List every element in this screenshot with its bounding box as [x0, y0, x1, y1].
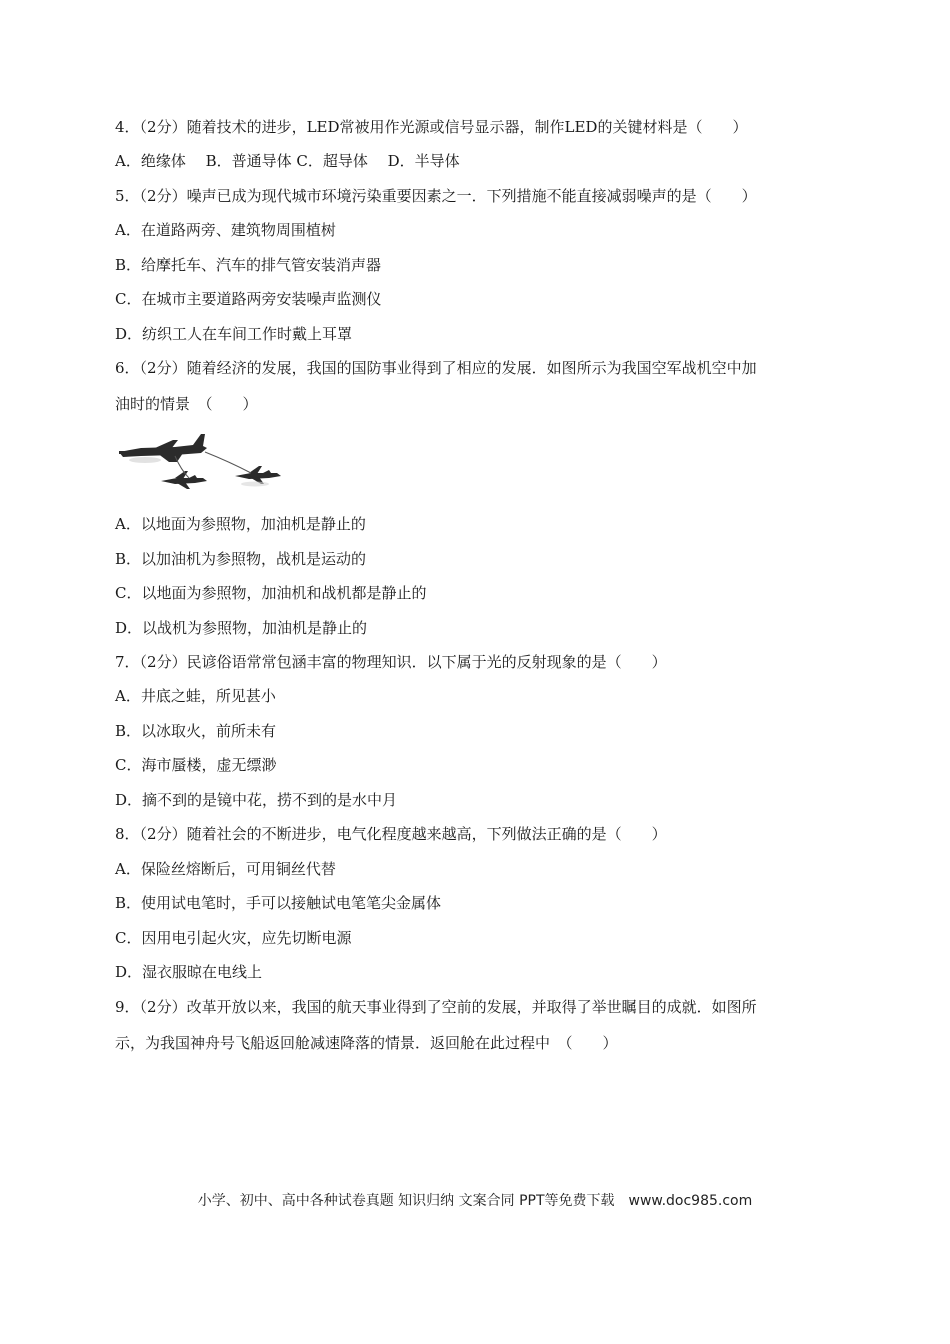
aerial-refueling-figure — [115, 428, 285, 498]
question-6-option-d: D．以战机为参照物，加油机是静止的 — [115, 619, 368, 637]
question-9-stem-line1: 9．（2分）改革开放以来，我国的航天事业得到了空前的发展，并取得了举世瞩目的成就．如图所 — [115, 998, 757, 1016]
question-4-stem: 4．（2分）随着技术的进步，LED常被用作光源或信号显示器，制作LED的关键材料是（ ） — [115, 118, 748, 136]
question-6-stem-line2: 油时的情景 （ ） — [115, 395, 258, 413]
question-6-option-a: A．以地面为参照物，加油机是静止的 — [115, 515, 366, 533]
question-5-option-b: B．给摩托车、汽车的排气管安装消声器 — [115, 256, 382, 274]
question-6-option-b: B．以加油机为参照物，战机是运动的 — [115, 550, 367, 568]
question-9-stem-line2: 示，为我国神舟号飞船返回舱减速降落的情景．返回舱在此过程中 （ ） — [115, 1034, 618, 1052]
question-8-option-b: B．使用试电笔时，手可以接触试电笔笔尖金属体 — [115, 894, 442, 912]
question-7-option-c: C．海市蜃楼，虚无缥渺 — [115, 756, 277, 774]
question-8-option-a: A．保险丝熔断后，可用铜丝代替 — [115, 860, 336, 878]
question-6-option-c: C．以地面为参照物，加油机和战机都是静止的 — [115, 584, 427, 602]
question-8-option-d: D．湿衣服晾在电线上 — [115, 963, 263, 981]
question-8-stem: 8．（2分）随着社会的不断进步，电气化程度越来越高，下列做法正确的是（ ） — [115, 825, 667, 843]
question-7-option-b: B．以冰取火，前所未有 — [115, 722, 277, 740]
question-7-option-a: A．井底之蛙，所见甚小 — [115, 687, 276, 705]
question-5-option-a: A．在道路两旁、建筑物周围植树 — [115, 221, 336, 239]
question-6-stem-line1: 6．（2分）随着经济的发展，我国的国防事业得到了相应的发展．如图所示为我国空军战机空中加 — [115, 359, 757, 377]
question-5-stem: 5．（2分）噪声已成为现代城市环境污染重要因素之一．下列措施不能直接减弱噪声的是（ ） — [115, 187, 757, 205]
footer-banner: 小学、初中、高中各种试卷真题 知识归纳 文案合同 PPT等免费下载 www.doc985.com — [197, 1193, 753, 1209]
question-8-option-c: C．因用电引起火灾，应先切断电源 — [115, 929, 352, 947]
question-7-option-d: D．摘不到的是镜中花，捞不到的是水中月 — [115, 791, 398, 809]
question-7-stem: 7．（2分）民谚俗语常常包涵丰富的物理知识．以下属于光的反射现象的是（ ） — [115, 653, 667, 671]
aerial-refueling-icon — [115, 428, 285, 498]
question-5-option-c: C．在城市主要道路两旁安装噪声监测仪 — [115, 290, 382, 308]
question-4-options: A．绝缘体 B．普通导体 C．超导体 D．半导体 — [115, 152, 460, 170]
question-5-option-d: D．纺织工人在车间工作时戴上耳罩 — [115, 325, 353, 343]
